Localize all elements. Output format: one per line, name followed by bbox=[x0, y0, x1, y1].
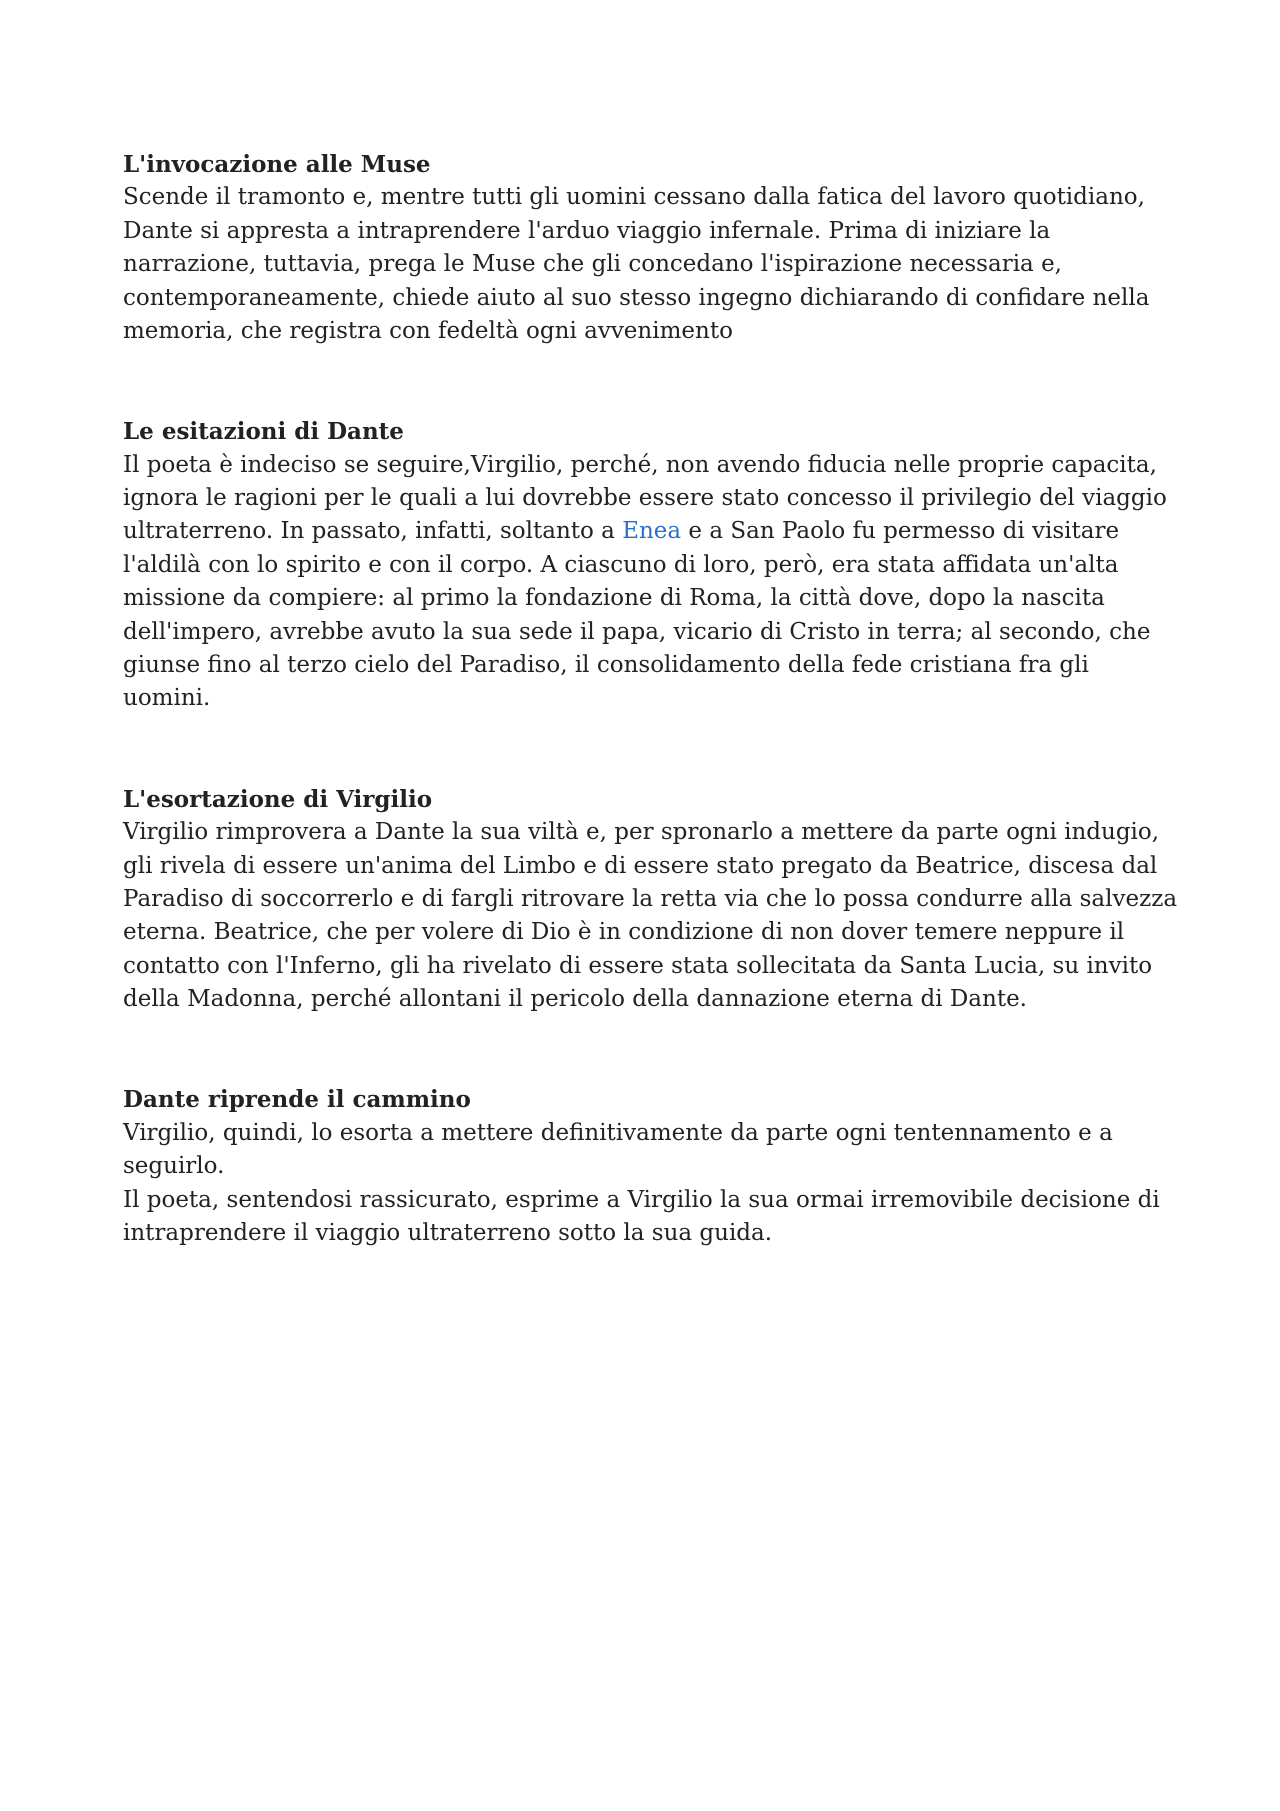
enea-link[interactable]: Enea bbox=[622, 518, 682, 545]
section-esitazioni bbox=[123, 415, 1183, 716]
section-paragraph bbox=[123, 449, 1183, 716]
section-paragraph: Il poeta, sentendosi rassicurato, esprime a Virgilio la sua ormai irremovibile decisione di intraprendere il viaggio ultraterreno sotto la sua guida. bbox=[123, 1186, 1160, 1246]
paragraph-text-before-link: Il poeta è indeciso se seguire,Virgilio, perché, non avendo fiducia nelle proprie capacita, ignora le ragioni per le quali a lui dovrebbe essere stato concesso il privilegio del viaggio ultraterreno. In passato, infatti, soltanto a bbox=[123, 451, 1167, 545]
section-esortazione bbox=[123, 783, 1183, 1017]
section-heading: L'invocazione alle Muse bbox=[123, 151, 431, 178]
section-cammino bbox=[123, 1083, 1183, 1250]
section-paragraph: Scende il tramonto e, mentre tutti gli uomini cessano dalla fatica del lavoro quotidiano, Dante si appresta a intraprendere l'arduo viaggio infernale. Prima di iniziare la narrazione, tuttavia, prega le Muse che gli concedano l'ispirazione necessaria e, contemporaneamente, chiede aiuto al suo stesso ingegno dichiarando di confidare nella memoria, che registra con fedeltà ogni avvenimento bbox=[123, 184, 1150, 345]
section-heading: L'esortazione di Virgilio bbox=[123, 785, 433, 813]
section-heading: Le esitazioni di Dante bbox=[123, 418, 404, 446]
section-invocazione bbox=[123, 148, 1183, 348]
section-heading: Dante riprende il cammino bbox=[123, 1086, 471, 1114]
document-page bbox=[123, 148, 1183, 1317]
section-paragraph: Virgilio rimprovera a Dante la sua viltà e, per spronarlo a mettere da parte ogni indugio, gli rivela di essere un'anima del Limbo e di essere stato pregato da Beatrice, discesa dal Paradiso di soccorrerlo e di fargli ritrovare la retta via che lo possa condurre alla salvezza eterna. Beatrice, che per volere di Dio è in condizione di non dover temere neppure il contatto con l'Inferno, gli ha rivelato di essere stata sollecitata da Santa Lucia, su invito della Madonna, perché allontani il pericolo della dannazione eterna di Dante. bbox=[123, 819, 1178, 1013]
section-paragraph: Virgilio, quindi, lo esorta a mettere definitivamente da parte ogni tentennamento e a seguirlo. bbox=[123, 1119, 1113, 1180]
paragraph-text-after-link: e a San Paolo fu permesso di visitare l'aldilà con lo spirito e con il corpo. A ciascuno di loro, però, era stata affidata un'alta missione da compiere: al primo la fondazione di Roma, la città dove, dopo la nascita dell'impero, avrebbe avuto la sua sede il papa, vicario di Cristo in terra; al secondo, che giunse fino al terzo cielo del Paradiso, il consolidamento della fede cristiana fra gli uomini. bbox=[123, 518, 1151, 712]
